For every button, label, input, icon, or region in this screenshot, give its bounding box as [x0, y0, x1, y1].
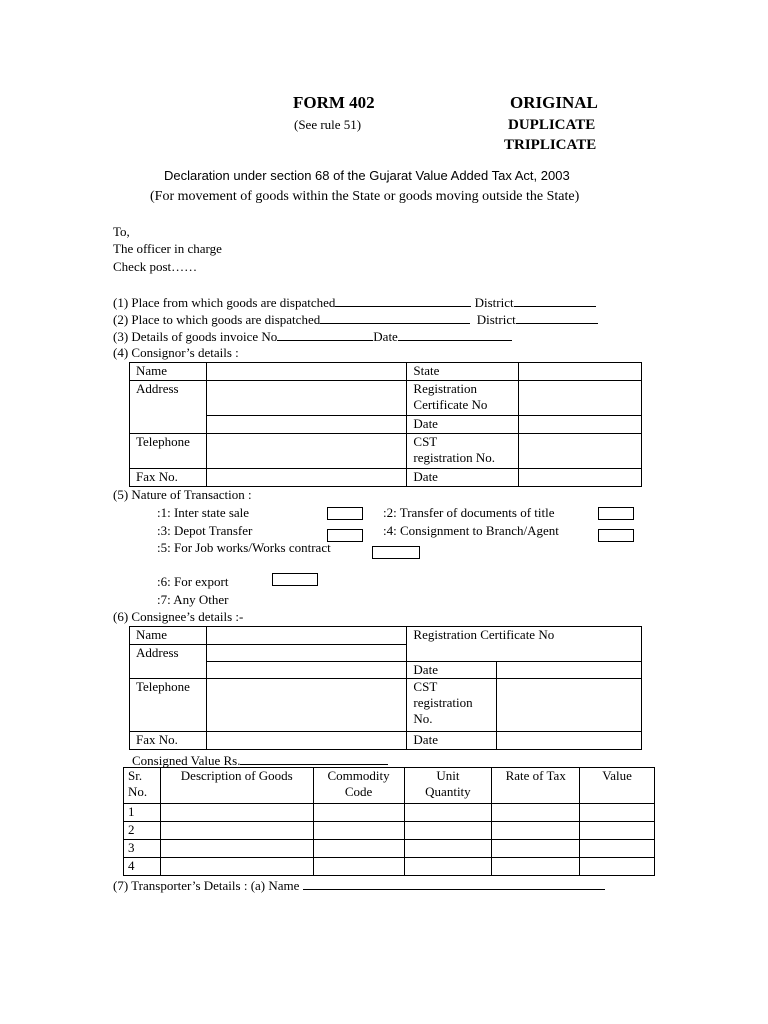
goods-row-sr: 2	[124, 822, 161, 840]
consignee-telephone-label: Telephone	[130, 679, 207, 732]
copy-triplicate: TRIPLICATE	[504, 137, 597, 153]
consignee-table	[129, 626, 642, 750]
transporter-name-field[interactable]	[303, 877, 605, 890]
consignee-reg-cert-label: Registration Certificate No	[407, 627, 642, 662]
consignor-fax-label: Fax No.	[130, 469, 207, 487]
transaction-consignment-label: :4: Consignment to Branch/Agent	[383, 523, 559, 538]
consignor-address-field-2[interactable]	[206, 416, 406, 434]
goods-header-value: Value	[580, 768, 655, 804]
declaration-title: Declaration under section 68 of the Gujarat Value Added Tax Act, 2003	[164, 168, 570, 183]
transaction-inter-state-checkbox[interactable]	[327, 507, 363, 520]
consignor-reg-cert-field[interactable]	[519, 381, 642, 416]
consigned-value-field[interactable]	[240, 752, 388, 765]
address-checkpost: Check post……	[113, 259, 198, 274]
consignor-cst-label: CST registration No.	[407, 434, 519, 469]
consignor-fax-field[interactable]	[206, 469, 406, 487]
goods-row-sr: 4	[124, 858, 161, 876]
rule-reference: (See rule 51)	[294, 117, 362, 132]
item-3-invoice: (3) Details of goods invoice No Date	[113, 328, 512, 345]
goods-description-field[interactable]	[160, 822, 313, 840]
consignee-fax-field[interactable]	[206, 732, 406, 750]
consignor-reg-cert-label: Registration Certificate No	[407, 381, 519, 416]
goods-rate-field[interactable]	[492, 822, 580, 840]
dispatch-from-district-field[interactable]	[514, 294, 596, 307]
invoice-date-field[interactable]	[398, 328, 512, 341]
dispatch-from-field[interactable]	[335, 294, 471, 307]
consignee-name-label: Name	[130, 627, 207, 645]
invoice-no-field[interactable]	[277, 328, 373, 341]
consignee-address-field-2[interactable]	[206, 662, 406, 679]
goods-description-field[interactable]	[160, 804, 313, 822]
consignor-telephone-label: Telephone	[130, 434, 207, 469]
goods-header-commodity-code: Commodity Code	[313, 768, 404, 804]
goods-header-unit-quantity: Unit Quantity	[404, 768, 492, 804]
goods-value-field[interactable]	[580, 858, 655, 876]
consignor-date-label: Date	[407, 416, 519, 434]
item-2-dispatch-to: (2) Place to which goods are dispatched District	[113, 311, 598, 328]
consignee-fax-date-label: Date	[407, 732, 497, 750]
goods-quantity-field[interactable]	[404, 858, 492, 876]
goods-value-field[interactable]	[580, 840, 655, 858]
goods-table	[123, 767, 655, 876]
consignee-telephone-field[interactable]	[206, 679, 406, 732]
transaction-job-works-checkbox[interactable]	[372, 546, 420, 559]
consignee-name-field[interactable]	[206, 627, 406, 645]
goods-row-sr: 3	[124, 840, 161, 858]
transaction-export-checkbox[interactable]	[272, 573, 318, 586]
consignor-table	[129, 362, 642, 487]
form-title: FORM 402	[293, 93, 375, 112]
item-7-transporter: (7) Transporter’s Details : (a) Name	[113, 877, 605, 894]
consigned-value: Consigned Value Rs.	[132, 752, 388, 769]
goods-header-description: Description of Goods	[160, 768, 313, 804]
table-row	[124, 858, 655, 876]
consignor-cst-field[interactable]	[519, 434, 642, 469]
consignor-name-field[interactable]	[206, 363, 406, 381]
declaration-subtitle: (For movement of goods within the State or goods moving outside the State)	[150, 189, 580, 204]
consignee-cst-field[interactable]	[497, 679, 642, 732]
item-1-dispatch-from: (1) Place from which goods are dispatched District	[113, 294, 596, 311]
transaction-documents-label: :2: Transfer of documents of title	[383, 505, 555, 520]
goods-header-rate-of-tax: Rate of Tax	[492, 768, 580, 804]
item-6-consignee-heading: (6) Consignee’s details :-	[113, 609, 244, 624]
copy-original: ORIGINAL	[510, 93, 598, 112]
goods-quantity-field[interactable]	[404, 822, 492, 840]
transaction-consignment-checkbox[interactable]	[598, 529, 634, 542]
transaction-depot-checkbox[interactable]	[327, 529, 363, 542]
transaction-other-label: :7: Any Other	[157, 592, 229, 607]
consignor-address-label: Address	[130, 381, 207, 434]
item-4-consignor-heading: (4) Consignor’s details :	[113, 345, 239, 360]
consignor-telephone-field[interactable]	[206, 434, 406, 469]
goods-rate-field[interactable]	[492, 804, 580, 822]
transaction-depot-label: :3: Depot Transfer	[157, 523, 253, 538]
consignee-date-label: Date	[407, 662, 497, 679]
goods-code-field[interactable]	[313, 858, 404, 876]
dispatch-to-field[interactable]	[320, 311, 470, 324]
goods-rate-field[interactable]	[492, 858, 580, 876]
consignor-state-label: State	[407, 363, 519, 381]
transaction-job-works-label: :5: For Job works/Works contract	[157, 540, 331, 555]
goods-description-field[interactable]	[160, 840, 313, 858]
table-row	[124, 804, 655, 822]
transaction-export-label: :6: For export	[157, 574, 229, 589]
consignee-date-field[interactable]	[497, 662, 642, 679]
address-officer: The officer in charge	[113, 241, 222, 256]
consignee-fax-label: Fax No.	[130, 732, 207, 750]
table-row	[124, 840, 655, 858]
copy-duplicate: DUPLICATE	[508, 117, 596, 133]
dispatch-to-district-field[interactable]	[516, 311, 598, 324]
goods-value-field[interactable]	[580, 822, 655, 840]
transaction-inter-state-label: :1: Inter state sale	[157, 505, 250, 520]
goods-row-sr: 1	[124, 804, 161, 822]
consignee-cst-label: CST registration No.	[407, 679, 497, 732]
address-to: To,	[113, 224, 130, 239]
goods-quantity-field[interactable]	[404, 840, 492, 858]
consignor-name-label: Name	[130, 363, 207, 381]
consignor-fax-date-field[interactable]	[519, 469, 642, 487]
consignor-address-field-1[interactable]	[206, 381, 406, 416]
goods-code-field[interactable]	[313, 840, 404, 858]
transaction-documents-checkbox[interactable]	[598, 507, 634, 520]
goods-description-field[interactable]	[160, 858, 313, 876]
consignor-state-field[interactable]	[519, 363, 642, 381]
goods-value-field[interactable]	[580, 804, 655, 822]
consignor-date-field[interactable]	[519, 416, 642, 434]
item-5-transaction-heading: (5) Nature of Transaction :	[113, 487, 252, 502]
consignee-address-field-1[interactable]	[206, 645, 406, 662]
goods-code-field[interactable]	[313, 804, 404, 822]
consignor-fax-date-label: Date	[407, 469, 519, 487]
goods-code-field[interactable]	[313, 822, 404, 840]
consignee-address-label: Address	[130, 645, 207, 679]
goods-rate-field[interactable]	[492, 840, 580, 858]
goods-quantity-field[interactable]	[404, 804, 492, 822]
goods-header-sr: Sr. No.	[124, 768, 161, 804]
consignee-fax-date-field[interactable]	[497, 732, 642, 750]
table-row	[124, 822, 655, 840]
